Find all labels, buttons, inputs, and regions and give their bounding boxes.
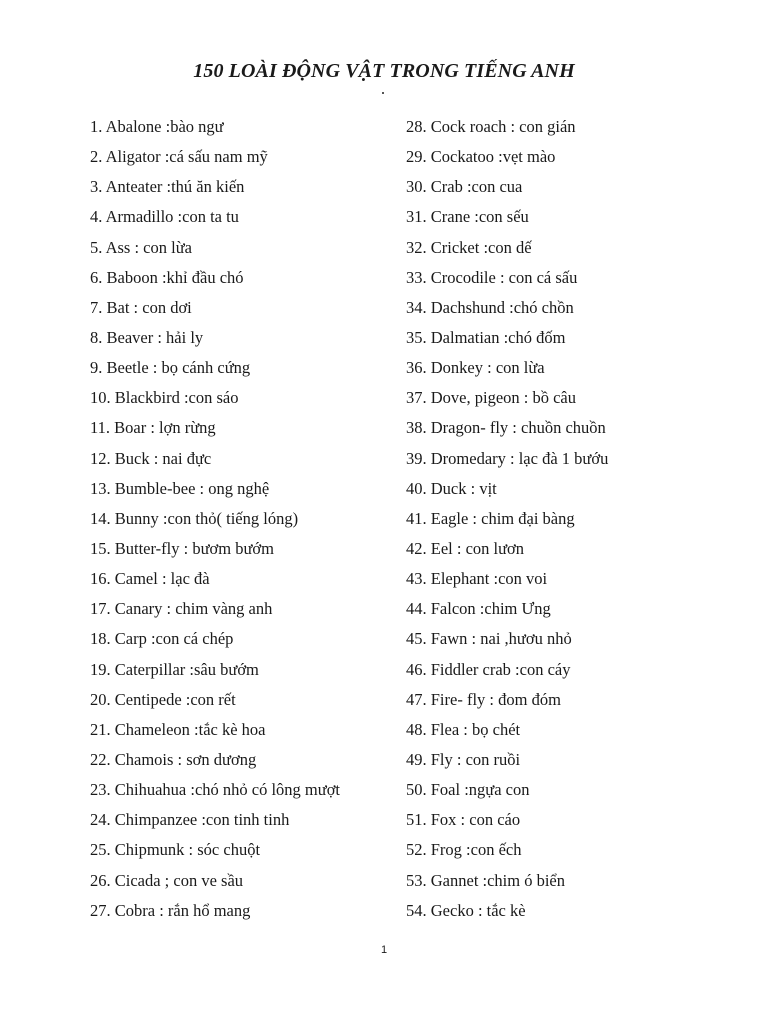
vocab-entry: 45. Fawn : nai ,hươu nhỏ (406, 629, 572, 649)
vocab-entry: 4. Armadillo :con ta tu (90, 207, 239, 227)
right-column-list (406, 112, 726, 926)
vocab-entry: 17. Canary : chim vàng anh (90, 599, 273, 619)
vocab-entry: 49. Fly : con ruồi (406, 749, 521, 769)
title-underline-dot (382, 92, 384, 94)
left-column-list (90, 112, 390, 926)
vocab-entry: 35. Dalmatian :chó đốm (406, 327, 566, 347)
vocab-entry: 26. Cicada ; con ve sầu (90, 870, 244, 890)
vocab-entry: 12. Buck : nai đực (90, 448, 212, 468)
vocab-entry: 11. Boar : lợn rừng (90, 418, 216, 438)
vocab-entry: 36. Donkey : con lừa (406, 358, 545, 378)
vocab-entry: 16. Camel : lạc đà (90, 569, 210, 589)
vocab-entry: 22. Chamois : sơn dương (90, 749, 257, 769)
vocab-entry: 25. Chipmunk : sóc chuột (90, 840, 261, 860)
vocab-entry: 24. Chimpanzee :con tinh tinh (90, 810, 290, 830)
vocab-entry: 18. Carp :con cá chép (90, 629, 234, 649)
vocab-entry: 37. Dove, pigeon : bồ câu (406, 388, 577, 408)
vocab-entry: 32. Cricket :con dế (406, 237, 532, 257)
vocab-entry: 33. Crocodile : con cá sấu (406, 267, 578, 287)
vocab-entry: 53. Gannet :chim ó biển (406, 870, 566, 890)
vocab-entry: 9. Beetle : bọ cánh cứng (90, 358, 251, 378)
vocab-entry: 38. Dragon- fly : chuồn chuồn (406, 418, 606, 438)
vocab-entry: 34. Dachshund :chó chồn (406, 297, 574, 317)
vocab-entry: 1. Abalone :bào ngư (90, 117, 224, 136)
vocab-entry: 43. Elephant :con voi (406, 569, 548, 589)
vocab-entry: 27. Cobra : rắn hổ mang (90, 900, 251, 920)
vocab-entry: 14. Bunny :con thỏ( tiếng lóng) (90, 508, 299, 528)
vocab-entry: 6. Baboon :khỉ đầu chó (90, 267, 244, 287)
vocab-entry: 30. Crab :con cua (406, 177, 523, 197)
page-title: 150 LOÀI ĐỘNG VẬT TRONG TIẾNG ANH (193, 60, 575, 82)
vocab-entry: 54. Gecko : tắc kè (406, 900, 526, 920)
vocab-entry: 51. Fox : con cáo (406, 810, 521, 830)
vocab-entry: 20. Centipede :con rết (90, 689, 236, 709)
vocab-entry: 13. Bumble-bee : ong nghệ (90, 478, 270, 498)
vocab-entry: 40. Duck : vịt (406, 478, 497, 498)
vocab-entry: 48. Flea : bọ chét (406, 719, 521, 739)
vocab-entry: 7. Bat : con dơi (90, 297, 192, 317)
page-number: 1 (380, 944, 388, 956)
vocab-entry: 5. Ass : con lừa (90, 237, 192, 257)
vocab-entry: 10. Blackbird :con sáo (90, 388, 239, 408)
vocab-entry: 47. Fire- fly : đom đóm (406, 689, 561, 709)
vocab-entry: 15. Butter-fly : bươm bướm (90, 538, 274, 558)
vocab-entry: 28. Cock roach : con gián (406, 117, 576, 136)
vocab-entry: 31. Crane :con sếu (406, 207, 529, 227)
vocab-entry: 2. Aligator :cá sấu nam mỹ (90, 147, 268, 167)
vocab-entry: 50. Foal :ngựa con (406, 780, 530, 800)
vocab-entry: 23. Chihuahua :chó nhỏ có lông mượt (90, 780, 341, 800)
vocab-entry: 39. Dromedary : lạc đà 1 bướu (406, 448, 609, 468)
vocab-entry: 29. Cockatoo :vẹt mào (406, 147, 556, 167)
vocab-entry: 42. Eel : con lươn (406, 538, 525, 558)
vocab-entry: 41. Eagle : chim đại bàng (406, 508, 575, 528)
vocab-entry: 3. Anteater :thú ăn kiến (90, 177, 245, 197)
vocab-entry: 44. Falcon :chim Ưng (406, 599, 551, 619)
vocab-entry: 21. Chameleon :tắc kè hoa (90, 719, 266, 739)
vocab-entry: 8. Beaver : hải ly (90, 327, 204, 347)
vocab-entry: 19. Caterpillar :sâu bướm (90, 659, 259, 679)
vocab-entry: 46. Fiddler crab :con cáy (406, 659, 571, 679)
vocab-entry: 52. Frog :con ếch (406, 840, 522, 860)
